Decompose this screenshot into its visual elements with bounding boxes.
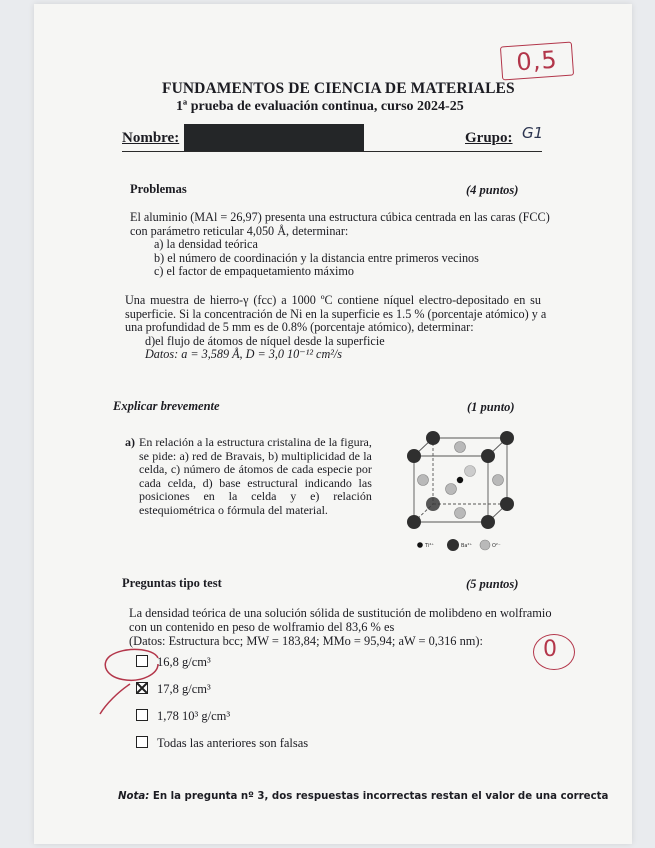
test-question-line: con un contenido en peso de wolframio del 83,6 % es — [129, 620, 395, 634]
problems-points: (4 puntos) — [466, 183, 519, 197]
ti-atom — [457, 477, 463, 483]
test-heading: Preguntas tipo test — [122, 576, 222, 590]
ba-atom — [481, 449, 495, 463]
explain-question — [125, 436, 387, 517]
correction-circle-mark — [96, 640, 186, 730]
option-text: 16,8 g/cm³ — [157, 655, 211, 669]
problem-2-item: d)el flujo de átomos de níquel desde la superficie — [145, 333, 385, 348]
ba-atom — [426, 431, 440, 445]
problem-2-line: Una muestra de hierro-γ (fcc) a 1000 ºC contiene níquel electro-depositado en su — [125, 293, 541, 307]
crystal-structure-figure — [398, 426, 528, 556]
explain-line: estequiométrica o fórmula del material. — [139, 502, 328, 517]
exam-title: FUNDAMENTOS DE CIENCIA DE MATERIALES — [162, 80, 515, 97]
explain-line: cada celda, d) base estructural indicando las — [139, 475, 372, 490]
name-label: Nombre: — [122, 130, 180, 146]
answer-option[interactable] — [136, 736, 308, 751]
test-points: (5 puntos) — [466, 577, 519, 591]
test-question-line: (Datos: Estructura bcc; MW = 183,84; MMo = 95,94; aW = 0,316 nm): — [129, 634, 483, 648]
redacted-name-bar — [184, 124, 364, 151]
ba-atom — [500, 497, 514, 511]
problem-1-line: con parámetro reticular 4,050 Å, determinar: — [130, 223, 349, 238]
legend-o-swatch — [480, 540, 490, 550]
o-atom — [455, 508, 466, 519]
o-atom — [418, 475, 429, 486]
legend-ba-swatch — [447, 539, 459, 551]
ba-atom — [407, 515, 421, 529]
explain-line: celda, c) número de átomos de cada especie por — [139, 462, 372, 476]
problem-2-line: una profundidad de 5 mm es de 0.8% (porcentaje atómico), determinar: — [125, 320, 474, 334]
problem-2 — [125, 293, 547, 362]
data-label: Datos: — [145, 347, 179, 361]
legend-ti-label: Ti⁴⁺ — [425, 543, 434, 549]
explain-heading: Explicar brevemente — [113, 399, 220, 413]
explain-line: En relación a la estructura cristalina de la figura, — [139, 435, 372, 449]
o-atom — [493, 475, 504, 486]
problem-2-line: superficie. Si la concentración de Ni en la superficie es 1.5 % (porcentaje atómico) y a — [125, 306, 547, 321]
exam-subtitle: 1ª prueba de evaluación continua, curso 2024-25 — [176, 99, 464, 114]
exam-note — [118, 791, 608, 802]
grade-mark: 0,5 — [500, 42, 574, 81]
problems-heading: Problemas — [130, 182, 187, 196]
option-text: Todas las anteriores son falsas — [157, 736, 309, 750]
header-rule — [122, 151, 542, 152]
test-question — [129, 606, 552, 648]
checkbox[interactable] — [136, 736, 148, 748]
problem-1-item: c) el factor de empaquetamiento máximo — [154, 264, 354, 278]
problem-2-data — [125, 348, 541, 362]
legend-ti-swatch — [417, 542, 423, 548]
explain-points: (1 punto) — [467, 400, 515, 414]
ba-atom — [426, 497, 440, 511]
group-value: G1 — [522, 124, 544, 142]
option-text: 17,8 g/cm³ — [157, 682, 211, 696]
ba-atom — [500, 431, 514, 445]
legend-o-label: O²⁻ — [492, 543, 501, 549]
problem-1-item: b) el número de coordinación y la distancia entre primeros vecinos — [154, 250, 479, 265]
test-question-line: La densidad teórica de una solución sólida de sustitución de molibdeno en wolframio — [129, 606, 552, 620]
data-value: a = 3,589 Å, D = 3,0 10⁻¹² cm²/s — [181, 347, 343, 361]
question-marker: a) — [125, 435, 135, 449]
group-label: Grupo: — [465, 130, 513, 146]
problem-1-item: a) la densidad teórica — [154, 237, 258, 251]
problem-1-line: El aluminio (MAl = 26,97) presenta una estructura cúbica centrada en las caras (FCC) — [130, 210, 550, 224]
option-text: 1,78 10³ g/cm³ — [157, 709, 231, 723]
ba-atom — [407, 449, 421, 463]
note-text: En la pregunta nº 3, dos respuestas incorrectas restan el valor de una correcta — [152, 791, 609, 802]
o-atom — [465, 466, 476, 477]
explain-line: se pide: a) red de Bravais, b) multiplicidad de la — [139, 448, 372, 463]
o-atom — [446, 484, 457, 495]
score-mark: 0 — [543, 637, 557, 662]
o-atom — [455, 442, 466, 453]
note-label: Nota: — [118, 791, 150, 802]
problem-1 — [130, 210, 550, 279]
ba-atom — [481, 515, 495, 529]
legend-ba-label: Ba²⁺ — [461, 543, 473, 549]
explain-line: posiciones en la celda y e) relación — [139, 489, 372, 503]
